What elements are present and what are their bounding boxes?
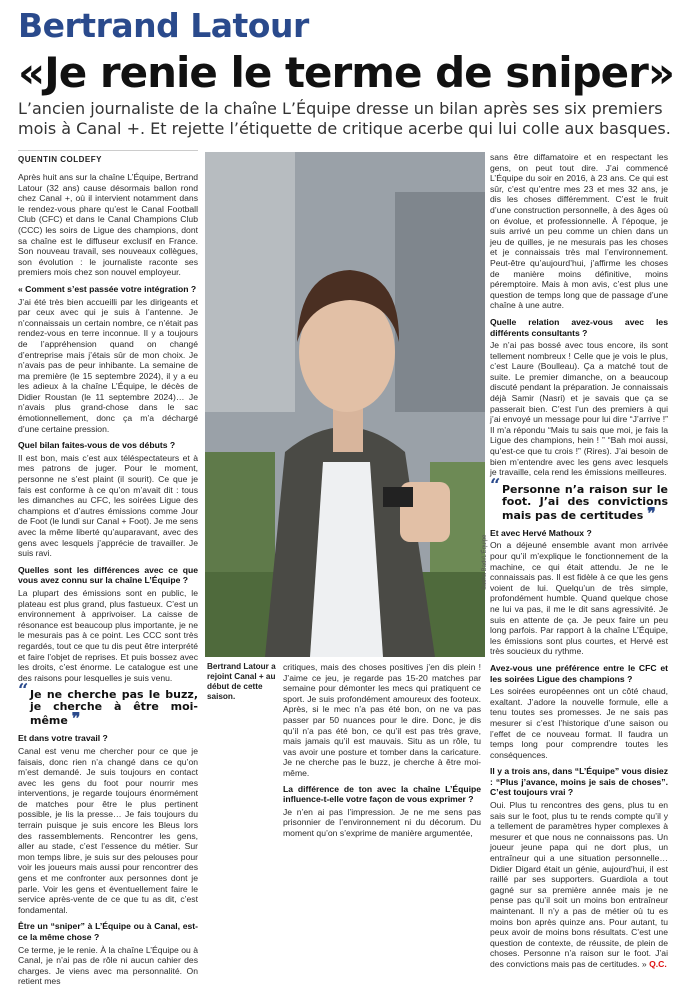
answer: Il est bon, mais c’est aux téléspectateurs et à mes patrons de juger. Pour le moment, personne ne s’est plaint (il sourit). Ce que je fais est conforme à ce qu’on m’avait dit : tous les dimanches au CFC, les soirées Ligue des champions et d’autres émissions comme Jour de Foot (le lundi sur Canal + Foot). Je me sens avec la même liberté qu’auparavant, avec des gens avec lesquels j’apprécie de travailler. Je suis ravi. <box>18 452 198 559</box>
article-kicker: Bertrand Latour <box>18 6 309 45</box>
answer: Je n’en ai pas l’impression. Je ne me sens pas prisonnier de l’environnement ni du décorum. Du moment qu’on s’exprime de manière argumentée, <box>283 806 481 838</box>
answer <box>490 800 668 970</box>
end-mark: Q.C. <box>649 958 667 969</box>
question: Quelle relation avez-vous avec les différents consultants ? <box>490 316 668 338</box>
answer: La plupart des émissions sont en public, le plateau est plus grand, plus fastueux. C’est un environnement à apprivoiser. La caisse de résonance est beaucoup plus importante, je ne le mesurais pas à ce point. Les CCC sont très regardés, tout ce que tu dis peut être interprété et faire l’objet de reprises. Et puis bossez avec les droits, c’est énorme. Le catalogue est une des raisons pour lesquelles je suis venu. <box>18 587 198 683</box>
photo-credit: Sasha Badi/L’Équipe <box>482 534 488 590</box>
answer: Ce terme, je le renie. À la chaîne L’Équipe ou à Canal, je n’ai pas de rôle ni aucun cahier des charges. Je viens avec ma personnalité. On retient mes <box>18 944 198 987</box>
pull-quote-text: Personne n’a raison sur le foot. J’ai des convictions mais pas de certitudes <box>502 482 668 522</box>
answer-text: Oui. Plus tu rencontres des gens, plus tu en sais sur le foot, plus tu te rends compte qu’il y a tellement de paramètres hyper complexes à mesurer et que nous ne connaissons pas. Un joueur jeune papa qui ne dort plus, un entraîneur qui a une situation personnelle… Didier Digard était un génie, aujourd’hui, il est raillé par ses supporters. Guardiola a tout gagné sur sa première année mais je ne pense pas qu’il soit un moins bon entraîneur maintenant. Il n’y a pas de métier où tu es moins bon après quinze ans. Pour autant, tu peux avoir de moins bons résultats. C’est une question de contexte, de réussite, de plein de choses. Personne n’a raison sur le foot. J’ai des convictions mais pas de certitudes. » <box>490 800 668 969</box>
column-1 <box>18 172 198 993</box>
answer: Les soirées européennes ont un côté chaud, exaltant. J’adore la nouvelle formule, elle a tenu toutes ses promesses. Je ne sais pas mesurer si c’est l’historique d’une saison ou l’effet de ce nouveau format. Il faudra un temps long pour comprendre toutes les conséquences. <box>490 686 668 760</box>
answer: Canal est venu me chercher pour ce que je faisais, donc rien n’a changé dans ce qu’on m’est demandé. Je suis toujours en contact avec les gens du foot pour nourrir mes interventions, je regarde toujours énormément de matches pour être le plus pertinent possible, je lis la presse… Je fais toujours du terrain puisque je suis encore les Bleus lors des rassemblements. Rencontrer les gens, aller au stade, c’est l’essence du métier. Sur mon temps libre, je suis sur des pelouses pour voir les joueurs mais aussi pour rencontrer des gens et me confronter aux personnes dont je parle. Voir les gens et éventuellement faire le service après-vente de ce que tu as dit, c’est fondamental. <box>18 745 198 915</box>
column-2 <box>283 662 481 844</box>
intro-paragraph: Après huit ans sur la chaîne L’Équipe, Bertrand Latour (32 ans) cause désormais ballon rond chez Canal +, où il intervient notamment dans le rendez-vous phare qu’est le Canal Football Club (CFC) et dans le Canal Champions Club (CCC) les soirs de Ligue des champions, dont sa chaîne est le diffuseur exclusif en France. Son nouveau travail, ses nouveaux collègues, son évolution : le journaliste raconte ses premiers mois chez son nouvel employeur. <box>18 172 198 278</box>
column-3 <box>490 152 668 976</box>
close-quote-icon: ❞ <box>71 709 81 729</box>
byline: QUENTIN COLDEFY <box>18 150 198 164</box>
question: Il y a trois ans, dans “L’Équipe” vous disiez : “Plus j’avance, moins je sais de choses”. C’est toujours vrai ? <box>490 766 668 798</box>
question: La différence de ton avec la chaîne L’Équipe influence-t-elle votre façon de vous exprimer ? <box>283 783 481 805</box>
article-headline: «Je renie le terme de sniper» <box>18 48 674 97</box>
question: Quel bilan faites-vous de vos débuts ? <box>18 440 176 451</box>
answer: J’ai été très bien accueilli par les dirigeants et par ceux avec qui je suis à l’antenne. Je n’connaissais un certain nombre, ce n’était pas rendez-vous en terre inconnue. Il y a toujours de l’appréhension quand on changé d’entreprise mais j’étais sûr de mon choix. Je n’avais pas de peur inhibante. La semaine de ma première (le 15 septembre 2024), il y a eu les adieux à la chaîne L’Équipe, le décès de Didier Roustan (le 11 septembre 2024)… Je n’avais plus grand-chose dans le sac émotionnellement, donc ça m’a déchargé d’une certaine pression. <box>18 296 198 434</box>
close-quote-icon: ❞ <box>647 503 656 523</box>
article-standfirst: L’ancien journaliste de la chaîne L’Équipe dresse un bilan après ses six premiers mois à Canal +. Et rejette l’étiquette de critique acerbe qui lui colle aux basques. <box>18 99 671 138</box>
pull-quote <box>490 474 668 523</box>
answer: Je n’ai pas bossé avec tous encore, ils sont tellement nombreux ! Celle que je vois le plus, c’est Laure (Boulleau). Ça a matché tout de suite. Le premier dimanche, on a beaucoup discuté pendant la préparation. Je connaissais déjà Samir (Nasri) et je savais que ça se passerait bien. C’est l’un des premiers à qui j’ai envoyé un message pour lui dire “J’arrive !” Il m’a répondu “Mais tu sais que moi, je fais la Ligue des champions, hein ! ” “Bah moi aussi, qu’est-ce que tu crois !” (Rires). J’ai besoin de bien m’entendre avec les gens avec lesquels je travaille, cela rend les émissions meilleures. <box>490 340 668 478</box>
question: Et avec Hervé Mathoux ? <box>490 527 592 538</box>
photo-caption: Bertrand Latour a rejoint Canal + au début de cette saison. <box>207 662 276 701</box>
question: Avez-vous une préférence entre le CFC et les soirées Ligue des champions ? <box>490 662 668 684</box>
pull-quote-text: Je ne cherche pas le buzz, je cherche à être moi-même <box>30 688 198 728</box>
answer: On a déjeuné ensemble avant mon arrivée pour qu’il m’explique le fonctionnement de la machine, ce qui était attendu. Je ne le connaissais pas. Il est fidèle à ce que les gens voient de lui. Quelqu’un de très simple, profondément humble. Quand quelque chose ne lui va pas, il me le dit sans agressivité. Je suis en attente de ça. Je peux faire un peu long parfois. Par rapport à la chaîne L’Équipe, les émissions sont plus courtes, et Hervé est très soucieux du rythme. <box>490 540 668 657</box>
answer: critiques, mais des choses positives j’en dis plein ! J’aime ce jeu, je regarde pas 15-20 matches par semaine pour démonter les mecs qui pratiquent ce sport. Je suis profondément amoureux des footeux. Après, si le mec n’a pas été bon, on ne va pas passer par 50 nuances pour le dire. Donc, je dis qu’il n’a pas été bon, ce qu’il est pas très grave, mais jamais qu’il est mauvais. Situ as un rôle, tu vas avoir une posture et tomber dans la caricature. Je ne cherche pas le buzz, je cherche à être moi-même. <box>283 662 481 778</box>
question: Être un “sniper” à L’Équipe ou à Canal, est-ce la même chose ? <box>18 921 198 942</box>
portrait-illustration <box>205 152 485 657</box>
open-quote-icon: “ <box>490 474 501 496</box>
answer: sans être diffamatoire et en respectant les gens, on peut tout dire. J’ai commencé L’Équipe du soir en 2016, à 23 ans. Ce qui est sûr, c’est qu’entre mes 23 et mes 32 ans, je dis les choses différemment. C’est le fruit d’une construction personnelle, à des âges où on évolue, et professionnelle. À l’époque, je suis arrivé un peu comme un chien dans un jeu de quilles, je ne mesurais pas les choses et je connaissais très mal l’environnement. Peut-être qu’aujourd’hui, j’affirme les choses de manière moins définitive, moins péremptoire. Mais à mon avis, c’est plus une question de temps long que de passage d’une chaîne à une autre. <box>490 152 668 311</box>
question: Et dans votre travail ? <box>18 733 108 744</box>
pull-quote <box>18 680 198 729</box>
open-quote-icon: “ <box>18 680 29 702</box>
question: « Comment s’est passée votre intégration ? <box>18 283 197 294</box>
portrait-photo <box>205 152 485 657</box>
question: Quelles sont les différences avec ce que vous avez connu sur la chaîne L’Équipe ? <box>18 564 198 586</box>
